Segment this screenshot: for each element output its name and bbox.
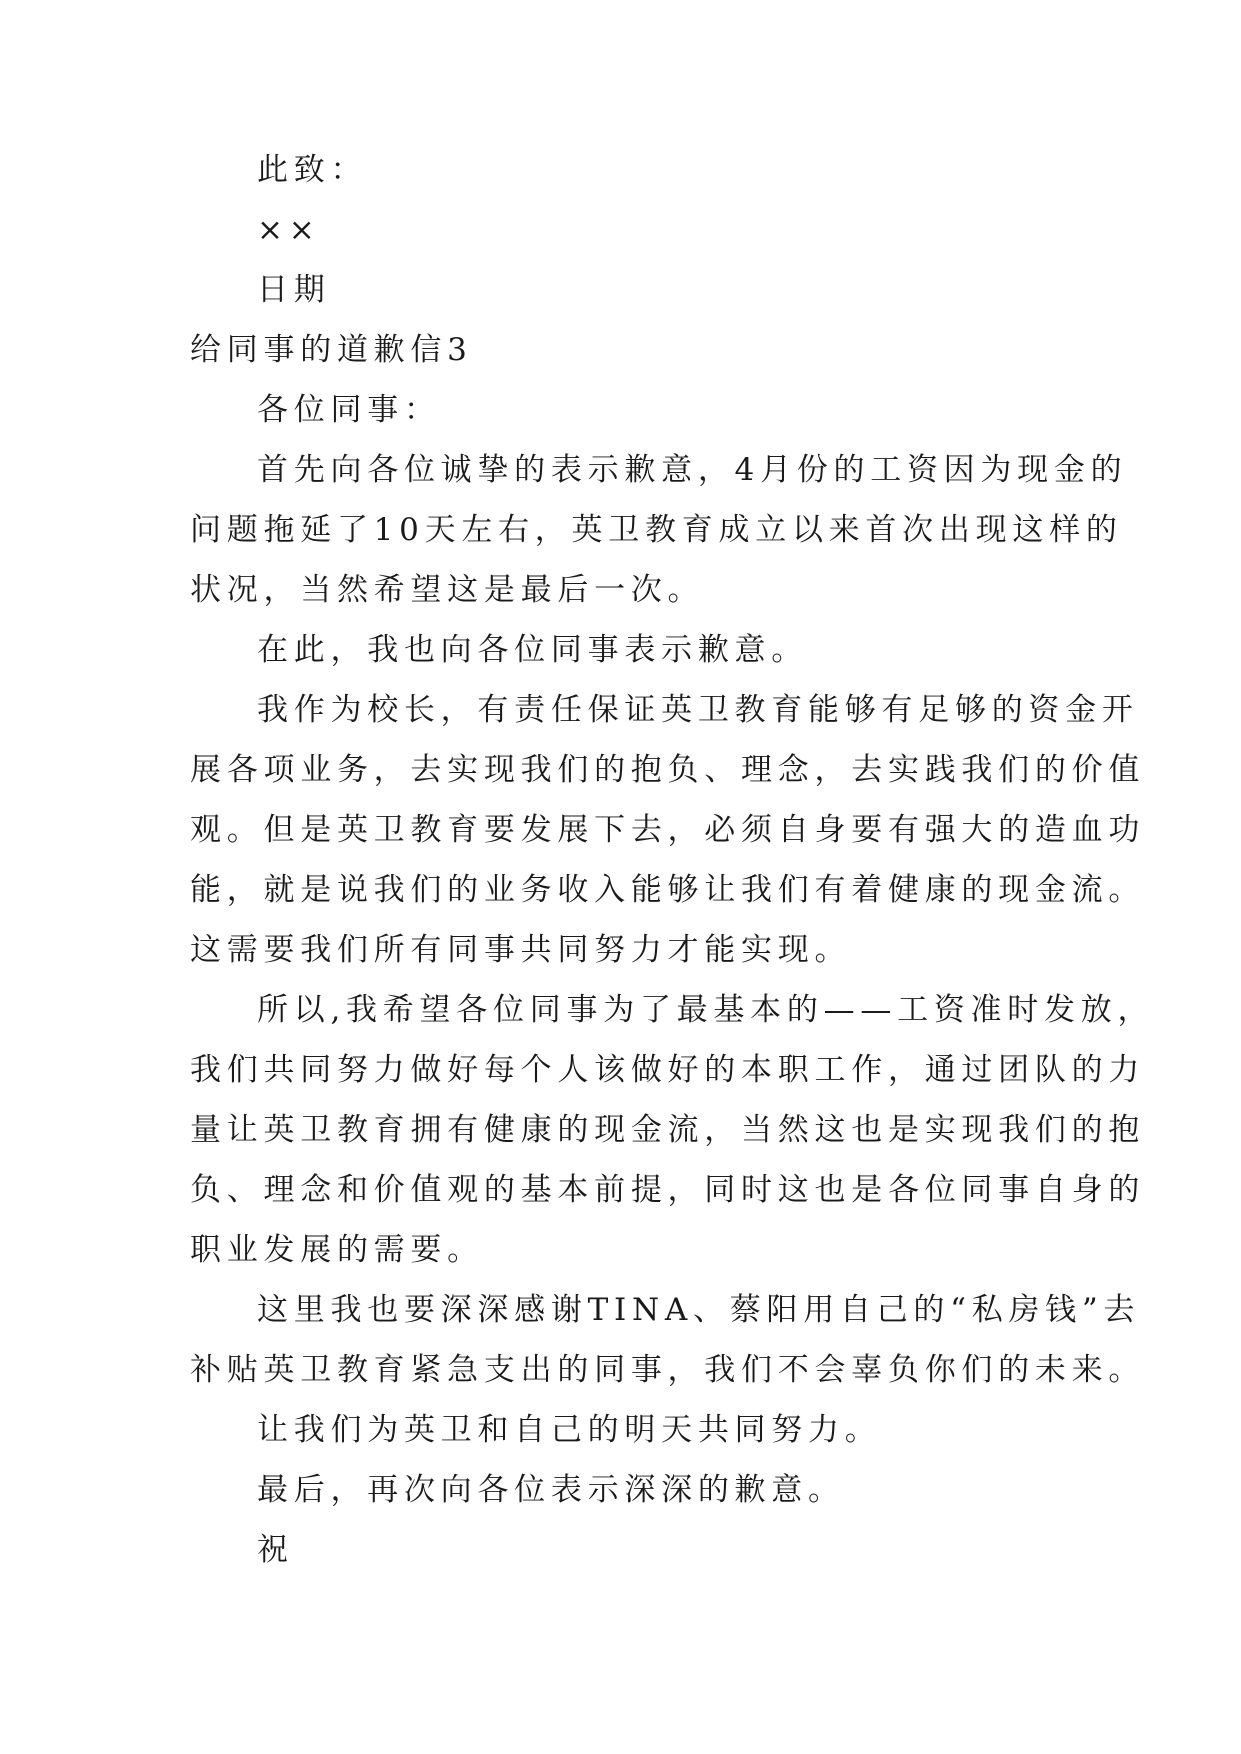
paragraph-line: 在此，我也向各位同事表示歉意。: [257, 632, 809, 668]
paragraph-line: 观。但是英卫教育要发展下去，必须自身要有强大的造血功: [190, 812, 1146, 848]
greeting: 各位同事：: [257, 392, 441, 428]
paragraph-line: 首先向各位诚挚的表示歉意，4月份的工资因为现金的: [257, 452, 1128, 488]
paragraph-line: 状况，当然希望这是最后一次。: [190, 572, 705, 608]
paragraph-line: 展各项业务，去实现我们的抱负、理念，去实践我们的价值: [190, 752, 1146, 788]
closing-name: ××: [257, 212, 321, 248]
closing-salutation: 此致：: [257, 152, 368, 188]
section-title: 给同事的道歉信3: [190, 332, 473, 368]
paragraph-line: 能，就是说我们的业务收入能够让我们有着健康的现金流。: [190, 872, 1146, 908]
paragraph-line: 我们共同努力做好每个人该做好的本职工作，通过团队的力: [190, 1052, 1146, 1088]
paragraph-line: 这需要我们所有同事共同努力才能实现。: [190, 932, 852, 968]
paragraph-line: 量让英卫教育拥有健康的现金流，当然这也是实现我们的抱: [190, 1112, 1146, 1148]
closing-date: 日期: [257, 272, 331, 308]
paragraph-line: 补贴英卫教育紧急支出的同事，我们不会辜负你们的未来。: [190, 1352, 1146, 1388]
paragraph-line: 让我们为英卫和自己的明天共同努力。: [257, 1412, 882, 1448]
paragraph-line: 问题拖延了10天左右，英卫教育成立以来首次出现这样的: [190, 512, 1123, 548]
paragraph-line: 所以,我希望各位同事为了最基本的——工资准时发放，: [257, 992, 1155, 1028]
paragraph-line: 我作为校长，有责任保证英卫教育能够有足够的资金开: [257, 692, 1139, 728]
paragraph-line: 职业发展的需要。: [190, 1232, 484, 1268]
paragraph-line: 最后，再次向各位表示深深的歉意。: [257, 1472, 845, 1508]
paragraph-line: 祝: [257, 1532, 294, 1568]
paragraph-line: 这里我也要深深感谢TINA、蔡阳用自己的“私房钱”去: [257, 1292, 1141, 1328]
paragraph-line: 负、理念和价值观的基本前提，同时这也是各位同事自身的: [190, 1172, 1146, 1208]
